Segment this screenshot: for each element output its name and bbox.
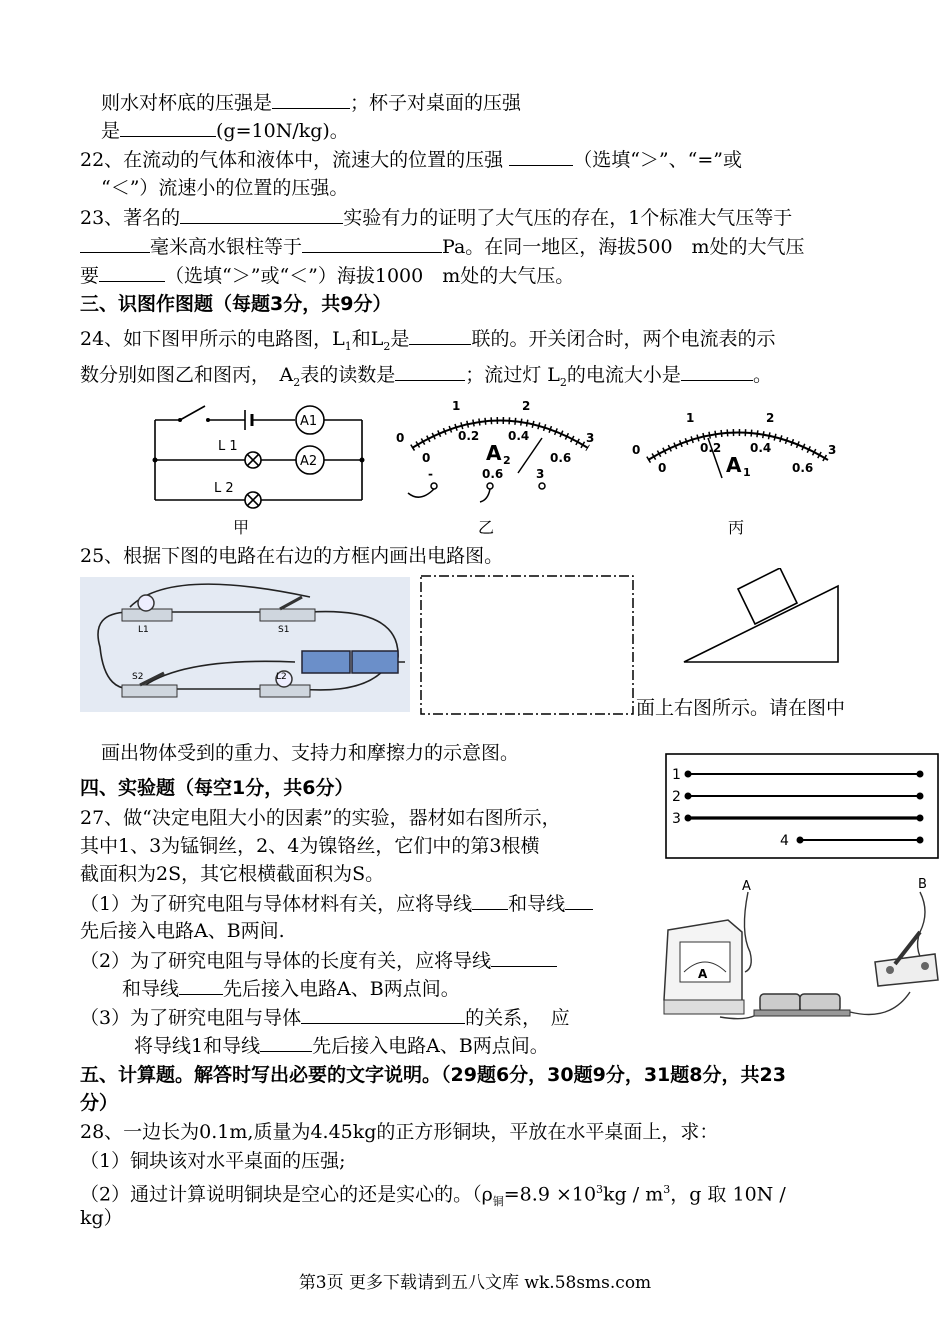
q21-line2: 是 (g=10N/kg)。 <box>101 120 349 142</box>
q27-p1: （1）为了研究电阻与导体材料有关，应将导线 和导线 <box>80 891 593 916</box>
q24-line2: 数分别如图乙和图丙， $A_2$表的读数是 ；流过灯 $L_2$的电流大小是 。 <box>80 364 772 389</box>
answer-blank[interactable] <box>409 326 471 345</box>
q23-line2: 毫米高水银柱等于 Pa。在同一地区，海拔500 m处的大气压 <box>80 234 805 259</box>
svg-text:0.4: 0.4 <box>750 441 772 455</box>
svg-text:-: - <box>428 467 433 481</box>
q26-line2: 画出物体受到的重力、支持力和摩擦力的示意图。 <box>101 742 520 764</box>
drawing-box[interactable] <box>420 575 636 717</box>
svg-text:2: 2 <box>672 789 681 805</box>
q23-line3: 要 （选填“＞”或“＜”）海拔1000 m处的大气压。 <box>80 265 575 287</box>
circuit-diagram-jia <box>150 400 370 510</box>
svg-text:A: A <box>486 441 502 465</box>
svg-text:1: 1 <box>672 767 681 783</box>
section5-title-line1: 五、计算题。解答时写出必要的文字说明。（29题6分，30题9分，31题8分，共23 <box>80 1064 786 1086</box>
svg-text:0: 0 <box>632 443 641 457</box>
answer-blank[interactable] <box>509 147 573 166</box>
ammeter-dial-bing <box>628 410 848 485</box>
q21-line1: 则水对杯底的压强是 ；杯子对桌面的压强 <box>101 92 522 114</box>
answer-blank[interactable] <box>491 948 557 967</box>
svg-text:2: 2 <box>522 399 531 413</box>
svg-text:L1: L1 <box>138 625 149 635</box>
q22-line2: “＜”）流速小的位置的压强。 <box>101 177 349 199</box>
svg-text:0.4: 0.4 <box>508 429 530 443</box>
svg-text:1: 1 <box>743 466 751 479</box>
svg-text:S1: S1 <box>278 625 290 635</box>
svg-text:A: A <box>698 967 708 981</box>
answer-blank[interactable] <box>120 118 216 137</box>
svg-text:0: 0 <box>658 461 667 475</box>
answer-blank[interactable] <box>302 234 442 253</box>
answer-blank[interactable] <box>681 362 753 381</box>
answer-blank[interactable] <box>565 891 593 910</box>
q27-p2-cont: 和导线 先后接入电路A、B两点间。 <box>122 978 460 1000</box>
svg-text:1: 1 <box>686 411 695 425</box>
answer-blank[interactable] <box>260 1033 312 1052</box>
svg-text:0.2: 0.2 <box>458 429 480 443</box>
answer-blank[interactable] <box>272 90 350 109</box>
svg-text:B: B <box>918 877 927 892</box>
q22-line1: 22、在流动的气体和液体中，流速大的位置的压强 （选填“＞”、“=”或 <box>80 149 742 171</box>
svg-text:S2: S2 <box>132 672 144 682</box>
answer-blank[interactable] <box>472 891 508 910</box>
page-footer: 第3页 更多下载请到五八文库 wk.58sms.com <box>298 1273 652 1293</box>
ammeter-a2-label: A2 <box>300 454 318 469</box>
q24-line1: 24、如下图甲所示的电路图，$L_1$和$L_2$是 联的。开关闭合时，两个电流表的示 <box>80 328 776 353</box>
q25-text: 25、根据下图的电路在右边的方框内画出电路图。 <box>80 545 504 567</box>
ammeter-dial-yi <box>390 398 610 503</box>
q27-p3-cont: 将导线1和导线 先后接入电路A、B两点间。 <box>134 1035 549 1057</box>
svg-text:L2: L2 <box>276 672 287 682</box>
svg-text:3: 3 <box>536 467 545 481</box>
experiment-apparatus <box>650 872 945 1032</box>
q28-line4: kg） <box>80 1207 123 1229</box>
answer-blank[interactable] <box>301 1005 465 1024</box>
resistance-wire-board <box>664 752 940 862</box>
svg-text:3: 3 <box>828 443 837 457</box>
caption-bing: 丙 <box>728 518 745 537</box>
svg-text:0.6: 0.6 <box>482 467 504 481</box>
incline-block-figure <box>680 568 850 668</box>
lamp-l1-label: L 1 <box>218 439 238 454</box>
q28-line1: 28、一边长为0.1m,质量为4.45kg的正方形铜块，平放在水平桌面上，求： <box>80 1121 719 1143</box>
lamp-l2-label: L 2 <box>214 481 234 496</box>
q27-line1: 27、做“决定电阻大小的因素”的实验，器材如右图所示， <box>80 807 561 829</box>
q27-p1-cont: 先后接入电路A、B两间. <box>80 920 285 942</box>
svg-text:A: A <box>726 453 742 477</box>
svg-text:2: 2 <box>766 411 775 425</box>
caption-yi: 乙 <box>478 518 495 537</box>
section5-title-line2: 分） <box>80 1092 119 1114</box>
q23-line1: 23、著名的 实验有力的证明了大气压的存在，1个标准大气压等于 <box>80 207 793 229</box>
svg-text:4: 4 <box>780 833 789 849</box>
ammeter-a1-label: A1 <box>300 414 318 429</box>
answer-blank[interactable] <box>99 263 165 282</box>
svg-text:2: 2 <box>503 454 511 467</box>
section3-title: 三、识图作图题（每题3分，共9分） <box>80 293 392 315</box>
physical-circuit-photo <box>80 577 410 712</box>
q27-line3: 截面积为2S，其它根横截面积为S。 <box>80 863 385 885</box>
svg-text:3: 3 <box>586 431 595 445</box>
svg-text:1: 1 <box>452 399 461 413</box>
answer-blank[interactable] <box>179 976 223 995</box>
section4-title: 四、实验题（每空1分，共6分） <box>80 777 354 799</box>
q28-line2: （1）铜块该对水平桌面的压强; <box>80 1150 346 1172</box>
q27-line2: 其中1、3为锰铜丝，2、4为镍铬丝，它们中的第3根横 <box>80 835 540 857</box>
q27-p2: （2）为了研究电阻与导体的长度有关，应将导线 <box>80 948 557 973</box>
svg-text:0: 0 <box>422 451 431 465</box>
svg-text:3: 3 <box>672 811 681 827</box>
svg-text:A: A <box>742 879 751 894</box>
svg-text:0.6: 0.6 <box>792 461 814 475</box>
answer-blank[interactable] <box>180 205 343 224</box>
svg-text:0: 0 <box>396 431 405 445</box>
answer-blank[interactable] <box>80 234 150 253</box>
svg-text:0.2: 0.2 <box>700 441 722 455</box>
svg-text:0.6: 0.6 <box>550 451 572 465</box>
q27-p3: （3）为了研究电阻与导体 的关系， 应 <box>80 1007 570 1029</box>
q26-line1: 面上右图所示。请在图中 <box>636 697 846 719</box>
q28-line3: （2）通过计算说明铜块是空心的还是实心的。（$\rho_铜=8.9 \times 10^3kg / m^3$，g 取 10N / <box>80 1183 786 1209</box>
caption-jia: 甲 <box>233 518 250 537</box>
answer-blank[interactable] <box>395 362 465 381</box>
